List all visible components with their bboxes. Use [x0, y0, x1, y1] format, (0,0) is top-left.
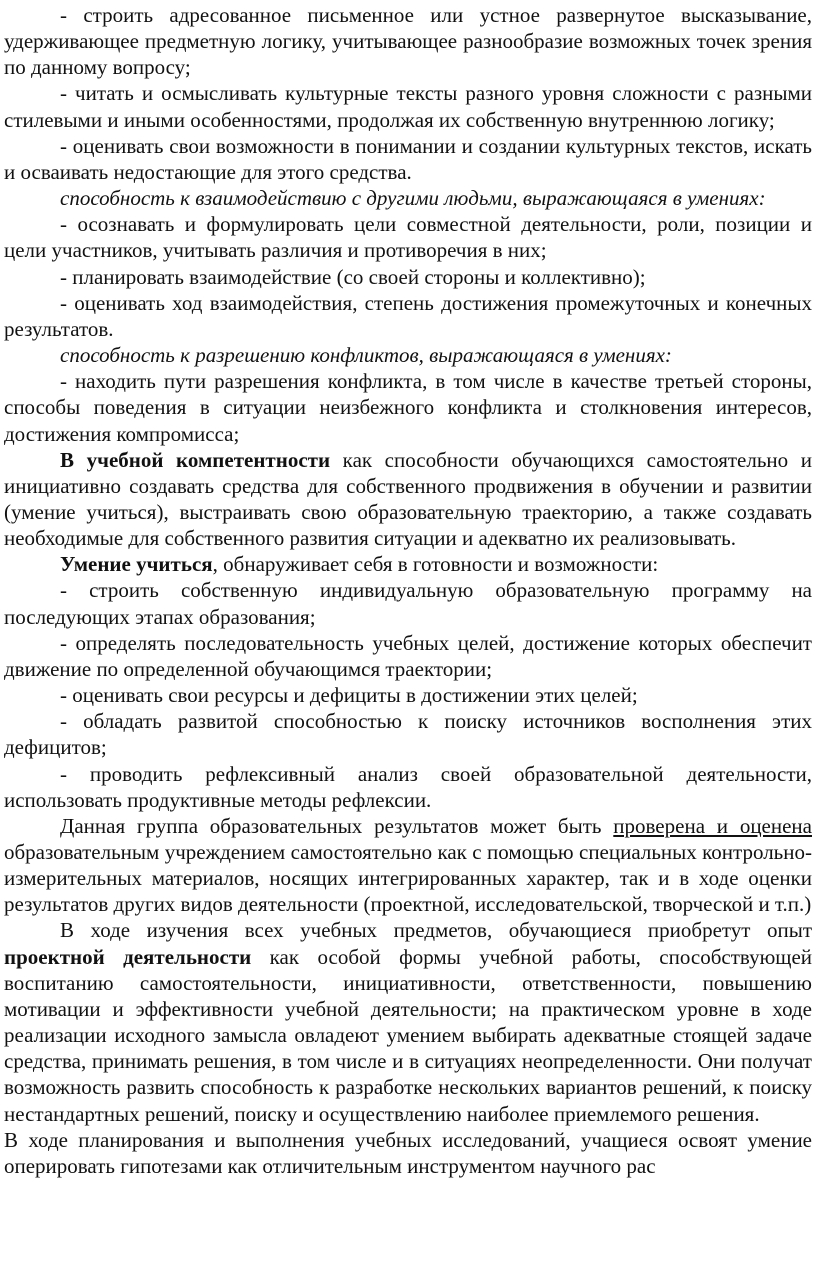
paragraph-list-item: - оценивать свои ресурсы и дефициты в достижении этих целей; [60, 683, 638, 708]
paragraph-learning-competence [4, 447, 812, 552]
paragraph-list-item: - планировать взаимодействие (со своей стороны и коллективно); [60, 264, 646, 289]
bold-term: Умение учиться [60, 552, 213, 577]
underlined-term: проверена и оценена [613, 813, 812, 838]
paragraph-research: В ходе планирования и выполнения учебных исследований, учащиеся освоят умение оперировать гипотезами как отличительным инструментом научного рас [4, 1127, 812, 1178]
paragraph-learning-skill [4, 551, 812, 577]
bold-term: В учебной компетентности [60, 447, 331, 472]
paragraph-text: как особой формы учебной работы, способствующей воспитанию самостоятельности, инициативности, ответственности, повышению мотивации и эффективности учебной деятельности; на практическом уровне в ходе реализации исходного замысла овладеют умением выбирать адекватные стоящей задаче средства, принимать решения, в том числе и в ситуациях неопределенности. Они получат возможность развить способность к разработке нескольких вариантов решений, к поиску нестандартных решений, поиску и осуществлению наиболее приемлемого решения. [4, 944, 812, 1126]
italic-subheading: способность к разрешению конфликтов, выражающаяся в умениях: [60, 343, 672, 368]
paragraph-list-item: - находить пути разрешения конфликта, в том числе в качестве третьей стороны, способы поведения в ситуации неизбежного конфликта и столкновения интересов, достижения компромисса; [4, 369, 812, 446]
paragraph-list-item: - строить собственную индивидуальную образовательную программу на последующих этапах образования; [4, 578, 812, 629]
paragraph-list-item: - оценивать ход взаимодействия, степень достижения промежуточных и конечных результатов. [4, 290, 812, 341]
bold-term: проектной деятельности [4, 944, 252, 969]
paragraph-list-item: - обладать развитой способностью к поиску источников восполнения этих дефицитов; [4, 709, 812, 760]
paragraph-text: образовательным учреждением самостоятельно как с помощью специальных контрольно- измерительных материалов, носящих интегрированных характер, так и в ходе оценки результатов других видов деятельности (проектной, исследовательской, творческой и т.п.) [4, 840, 812, 917]
paragraph-text: , обнаруживает себя в готовности и возможности: [212, 552, 659, 577]
italic-subheading: способность к взаимодействию с другими людьми, выражающаяся в умениях: [60, 186, 766, 211]
paragraph-text: как способности обучающихся самостоятельно и инициативно создавать средства для собственного продвижения в обучении и развитии (умение учиться), выстраивать свою образовательную траекторию, а также создавать необходимые для собственного развития ситуации и адекватно их реализовывать. [4, 447, 812, 551]
paragraph-text: В ходе изучения всех учебных предметов, обучающиеся приобретут опыт [60, 918, 812, 943]
paragraph-text: Данная группа образовательных результатов может быть [60, 813, 614, 838]
paragraph-list-item: - осознавать и формулировать цели совместной деятельности, роли, позиции и цели участников, учитывать различия и противоречия в них; [4, 212, 812, 263]
paragraph-list-item: - оценивать свои возможности в понимании и создании культурных текстов, искать и осваивать недостающие для этого средства. [4, 133, 812, 184]
paragraph-list-item: - определять последовательность учебных целей, достижение которых обеспечит движение по определенной обучающимся траектории; [4, 630, 812, 681]
paragraph-project-activity [4, 917, 812, 1126]
paragraph-list-item: - проводить рефлексивный анализ своей образовательной деятельности, использовать продуктивные методы рефлексии. [4, 761, 812, 812]
paragraph-assessment [4, 813, 812, 918]
paragraph-list-item: - строить адресованное письменное или устное развернутое высказывание, удерживающее предметную логику, учитывающее разнообразие возможных точек зрения по данному вопросу; [4, 3, 812, 80]
paragraph-list-item: - читать и осмысливать культурные тексты разного уровня сложности с разными стилевыми и иными особенностями, продолжая их собственную внутреннюю логику; [4, 81, 812, 132]
